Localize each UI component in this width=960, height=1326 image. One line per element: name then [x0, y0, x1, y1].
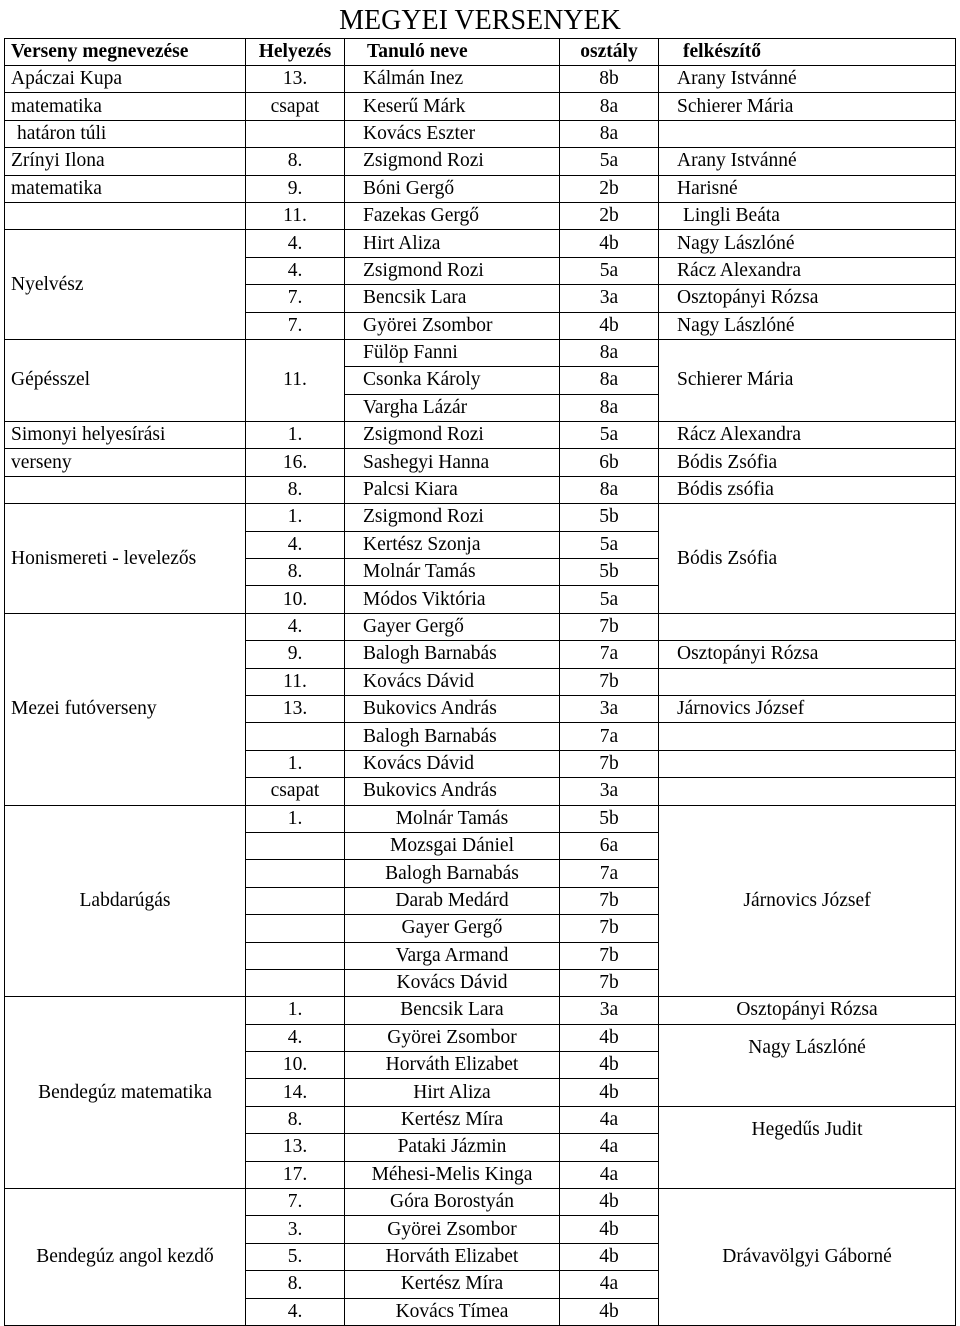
student-name: Gayer Gergő: [345, 915, 560, 942]
place-cell: [246, 120, 345, 147]
student-name: Balogh Barnabás: [345, 860, 560, 887]
place-cell: 13.: [246, 1134, 345, 1161]
place-cell: 9.: [246, 641, 345, 668]
place-cell: 17.: [246, 1161, 345, 1188]
teacher-name: Rácz Alexandra: [659, 422, 956, 449]
class-cell: 4b: [560, 1216, 659, 1243]
class-cell: 7b: [560, 969, 659, 996]
student-name: Zsigmond Rozi: [345, 148, 560, 175]
table-row: [5, 339, 956, 366]
class-cell: 4a: [560, 1161, 659, 1188]
place-cell: 10.: [246, 586, 345, 613]
teacher-name: [659, 120, 956, 147]
competition-name: Bendegúz angol kezdő: [5, 1189, 246, 1326]
student-name: Györei Zsombor: [345, 1024, 560, 1051]
place-cell: 8.: [246, 476, 345, 503]
student-name: Fazekas Gergő: [345, 202, 560, 229]
competition-name: Mezei futóverseny: [5, 613, 246, 805]
class-cell: 5a: [560, 257, 659, 284]
student-name: Fülöp Fanni: [345, 339, 560, 366]
student-name: Vargha Lázár: [345, 394, 560, 421]
student-name: Hirt Aliza: [345, 1079, 560, 1106]
student-name: Balogh Barnabás: [345, 723, 560, 750]
place-cell: 11.: [246, 339, 345, 421]
place-cell: [246, 723, 345, 750]
class-cell: 4b: [560, 312, 659, 339]
place-cell: 4.: [246, 230, 345, 257]
place-cell: 16.: [246, 449, 345, 476]
header-class: osztály: [560, 39, 659, 66]
table-row: [5, 613, 956, 640]
table-row: [5, 230, 956, 257]
place-cell: 8.: [246, 1271, 345, 1298]
place-cell: csapat: [246, 93, 345, 120]
competition-name: [5, 476, 246, 503]
place-cell: 7.: [246, 312, 345, 339]
class-cell: 3a: [560, 285, 659, 312]
table-row: [5, 93, 956, 120]
student-name: Kertész Szonja: [345, 531, 560, 558]
competition-name: Zrínyi Ilona: [5, 148, 246, 175]
table-row: [5, 997, 956, 1024]
class-cell: 7a: [560, 723, 659, 750]
place-cell: 13.: [246, 66, 345, 93]
class-cell: 8a: [560, 339, 659, 366]
place-cell: [246, 969, 345, 996]
teacher-name: Járnovics József: [659, 695, 956, 722]
class-cell: 7b: [560, 887, 659, 914]
table-row: [5, 1189, 956, 1216]
student-name: Horváth Elizabet: [345, 1243, 560, 1270]
class-cell: 6a: [560, 832, 659, 859]
teacher-name: Harisné: [659, 175, 956, 202]
teacher-name: Bódis zsófia: [659, 476, 956, 503]
place-cell: 4.: [246, 531, 345, 558]
class-cell: 4b: [560, 1243, 659, 1270]
class-cell: 7b: [560, 915, 659, 942]
class-cell: 7a: [560, 860, 659, 887]
teacher-name: Osztopányi Rózsa: [659, 997, 956, 1024]
class-cell: 7a: [560, 641, 659, 668]
place-cell: 8.: [246, 148, 345, 175]
place-cell: [246, 887, 345, 914]
teacher-name: Drávavölgyi Gáborné: [659, 1189, 956, 1326]
class-cell: 3a: [560, 695, 659, 722]
table-row: [5, 805, 956, 832]
class-cell: 3a: [560, 997, 659, 1024]
student-name: Kálmán Inez: [345, 66, 560, 93]
class-cell: 4b: [560, 1052, 659, 1079]
teacher-name: Járnovics József: [659, 805, 956, 997]
header-student: Tanuló neve: [345, 39, 560, 66]
competition-name: Simonyi helyesírási: [5, 422, 246, 449]
student-name: Bencsik Lara: [345, 285, 560, 312]
student-name: Kovács Dávid: [345, 750, 560, 777]
competition-name: verseny: [5, 449, 246, 476]
place-cell: 3.: [246, 1216, 345, 1243]
class-cell: 8a: [560, 367, 659, 394]
place-cell: 11.: [246, 202, 345, 229]
class-cell: 4a: [560, 1134, 659, 1161]
class-cell: 8a: [560, 394, 659, 421]
competition-name: Apáczai Kupa: [5, 66, 246, 93]
table-row: [5, 449, 956, 476]
class-cell: 6b: [560, 449, 659, 476]
teacher-name: [659, 723, 956, 750]
student-name: Bukovics András: [345, 778, 560, 805]
place-cell: csapat: [246, 778, 345, 805]
class-cell: 8b: [560, 66, 659, 93]
teacher-name: Rácz Alexandra: [659, 257, 956, 284]
table-row: [5, 120, 956, 147]
competition-name: Labdarúgás: [5, 805, 246, 997]
class-cell: 5a: [560, 586, 659, 613]
teacher-name: Bódis Zsófia: [659, 449, 956, 476]
competition-name: Bendegúz matematika: [5, 997, 246, 1189]
table-row: [5, 202, 956, 229]
place-cell: 9.: [246, 175, 345, 202]
teacher-name: Osztopányi Rózsa: [659, 285, 956, 312]
table-row: [5, 175, 956, 202]
class-cell: 4a: [560, 1106, 659, 1133]
place-cell: 14.: [246, 1079, 345, 1106]
header-row: [5, 39, 956, 66]
class-cell: 2b: [560, 175, 659, 202]
student-name: Zsigmond Rozi: [345, 504, 560, 531]
competition-name: Honismereti - levelezős: [5, 504, 246, 614]
teacher-name: Hegedűs Judit: [659, 1106, 956, 1188]
place-cell: 7.: [246, 285, 345, 312]
place-cell: 7.: [246, 1189, 345, 1216]
teacher-name: [659, 778, 956, 805]
class-cell: 4b: [560, 230, 659, 257]
place-cell: 10.: [246, 1052, 345, 1079]
student-name: Pataki Jázmin: [345, 1134, 560, 1161]
class-cell: 7b: [560, 750, 659, 777]
teacher-name: Nagy Lászlóné: [659, 312, 956, 339]
place-cell: 8.: [246, 1106, 345, 1133]
teacher-name: Lingli Beáta: [659, 202, 956, 229]
table-row: [5, 476, 956, 503]
place-cell: 4.: [246, 613, 345, 640]
teacher-name: Arany Istvánné: [659, 148, 956, 175]
place-cell: [246, 832, 345, 859]
table-row: [5, 148, 956, 175]
student-name: Molnár Tamás: [345, 805, 560, 832]
competition-name: Nyelvész: [5, 230, 246, 340]
place-cell: 8.: [246, 559, 345, 586]
teacher-name: [659, 668, 956, 695]
student-name: Györei Zsombor: [345, 312, 560, 339]
class-cell: 8a: [560, 93, 659, 120]
competition-name: matematika: [5, 175, 246, 202]
class-cell: 5b: [560, 504, 659, 531]
place-cell: [246, 915, 345, 942]
student-name: Mozsgai Dániel: [345, 832, 560, 859]
competition-name: [5, 202, 246, 229]
teacher-name: Schierer Mária: [659, 93, 956, 120]
student-name: Kovács Eszter: [345, 120, 560, 147]
student-name: Sashegyi Hanna: [345, 449, 560, 476]
class-cell: 5b: [560, 805, 659, 832]
place-cell: 1.: [246, 504, 345, 531]
competition-name: határon túli: [5, 120, 246, 147]
competition-results-table: [4, 38, 956, 1326]
class-cell: 2b: [560, 202, 659, 229]
teacher-name: Schierer Mária: [659, 339, 956, 421]
student-name: Györei Zsombor: [345, 1216, 560, 1243]
class-cell: 7b: [560, 668, 659, 695]
class-cell: 5b: [560, 559, 659, 586]
header-competition: Verseny megnevezése: [5, 39, 246, 66]
student-name: Módos Viktória: [345, 586, 560, 613]
class-cell: 5a: [560, 531, 659, 558]
competition-name: matematika: [5, 93, 246, 120]
document-title: MEGYEI VERSENYEK: [339, 5, 621, 36]
class-cell: 8a: [560, 120, 659, 147]
class-cell: 4b: [560, 1024, 659, 1051]
place-cell: 11.: [246, 668, 345, 695]
place-cell: 4.: [246, 257, 345, 284]
competition-name: Gépésszel: [5, 339, 246, 421]
student-name: Hirt Aliza: [345, 230, 560, 257]
student-name: Kertész Míra: [345, 1106, 560, 1133]
table-row: [5, 422, 956, 449]
class-cell: 4b: [560, 1189, 659, 1216]
place-cell: 5.: [246, 1243, 345, 1270]
teacher-name: Nagy Lászlóné: [659, 230, 956, 257]
student-name: Palcsi Kiara: [345, 476, 560, 503]
student-name: Darab Medárd: [345, 887, 560, 914]
student-name: Bóni Gergő: [345, 175, 560, 202]
teacher-name: Osztopányi Rózsa: [659, 641, 956, 668]
student-name: Csonka Károly: [345, 367, 560, 394]
teacher-name: Nagy Lászlóné: [659, 1024, 956, 1106]
place-cell: 4.: [246, 1024, 345, 1051]
student-name: Horváth Elizabet: [345, 1052, 560, 1079]
place-cell: 1.: [246, 422, 345, 449]
class-cell: 7b: [560, 942, 659, 969]
student-name: Molnár Tamás: [345, 559, 560, 586]
student-name: Zsigmond Rozi: [345, 422, 560, 449]
place-cell: 4.: [246, 1298, 345, 1325]
class-cell: 4b: [560, 1298, 659, 1325]
place-cell: 1.: [246, 997, 345, 1024]
class-cell: 4a: [560, 1271, 659, 1298]
place-cell: 13.: [246, 695, 345, 722]
student-name: Kovács Dávid: [345, 969, 560, 996]
table-row: [5, 66, 956, 93]
class-cell: 5a: [560, 422, 659, 449]
teacher-name: Bódis Zsófia: [659, 504, 956, 614]
class-cell: 3a: [560, 778, 659, 805]
student-name: Bencsik Lara: [345, 997, 560, 1024]
teacher-name: [659, 613, 956, 640]
place-cell: 1.: [246, 805, 345, 832]
class-cell: 4b: [560, 1079, 659, 1106]
student-name: Zsigmond Rozi: [345, 257, 560, 284]
class-cell: 5a: [560, 148, 659, 175]
class-cell: 8a: [560, 476, 659, 503]
place-cell: 1.: [246, 750, 345, 777]
student-name: Kovács Dávid: [345, 668, 560, 695]
student-name: Kovács Tímea: [345, 1298, 560, 1325]
header-teacher: felkészítő: [659, 39, 956, 66]
student-name: Kertész Míra: [345, 1271, 560, 1298]
place-cell: [246, 860, 345, 887]
student-name: Bukovics András: [345, 695, 560, 722]
header-place: Helyezés: [246, 39, 345, 66]
student-name: Méhesi-Melis Kinga: [345, 1161, 560, 1188]
teacher-name: [659, 750, 956, 777]
student-name: Keserű Márk: [345, 93, 560, 120]
class-cell: 7b: [560, 613, 659, 640]
teacher-name: Arany Istvánné: [659, 66, 956, 93]
student-name: Góra Borostyán: [345, 1189, 560, 1216]
student-name: Varga Armand: [345, 942, 560, 969]
place-cell: [246, 942, 345, 969]
student-name: Balogh Barnabás: [345, 641, 560, 668]
student-name: Gayer Gergő: [345, 613, 560, 640]
table-row: [5, 504, 956, 531]
